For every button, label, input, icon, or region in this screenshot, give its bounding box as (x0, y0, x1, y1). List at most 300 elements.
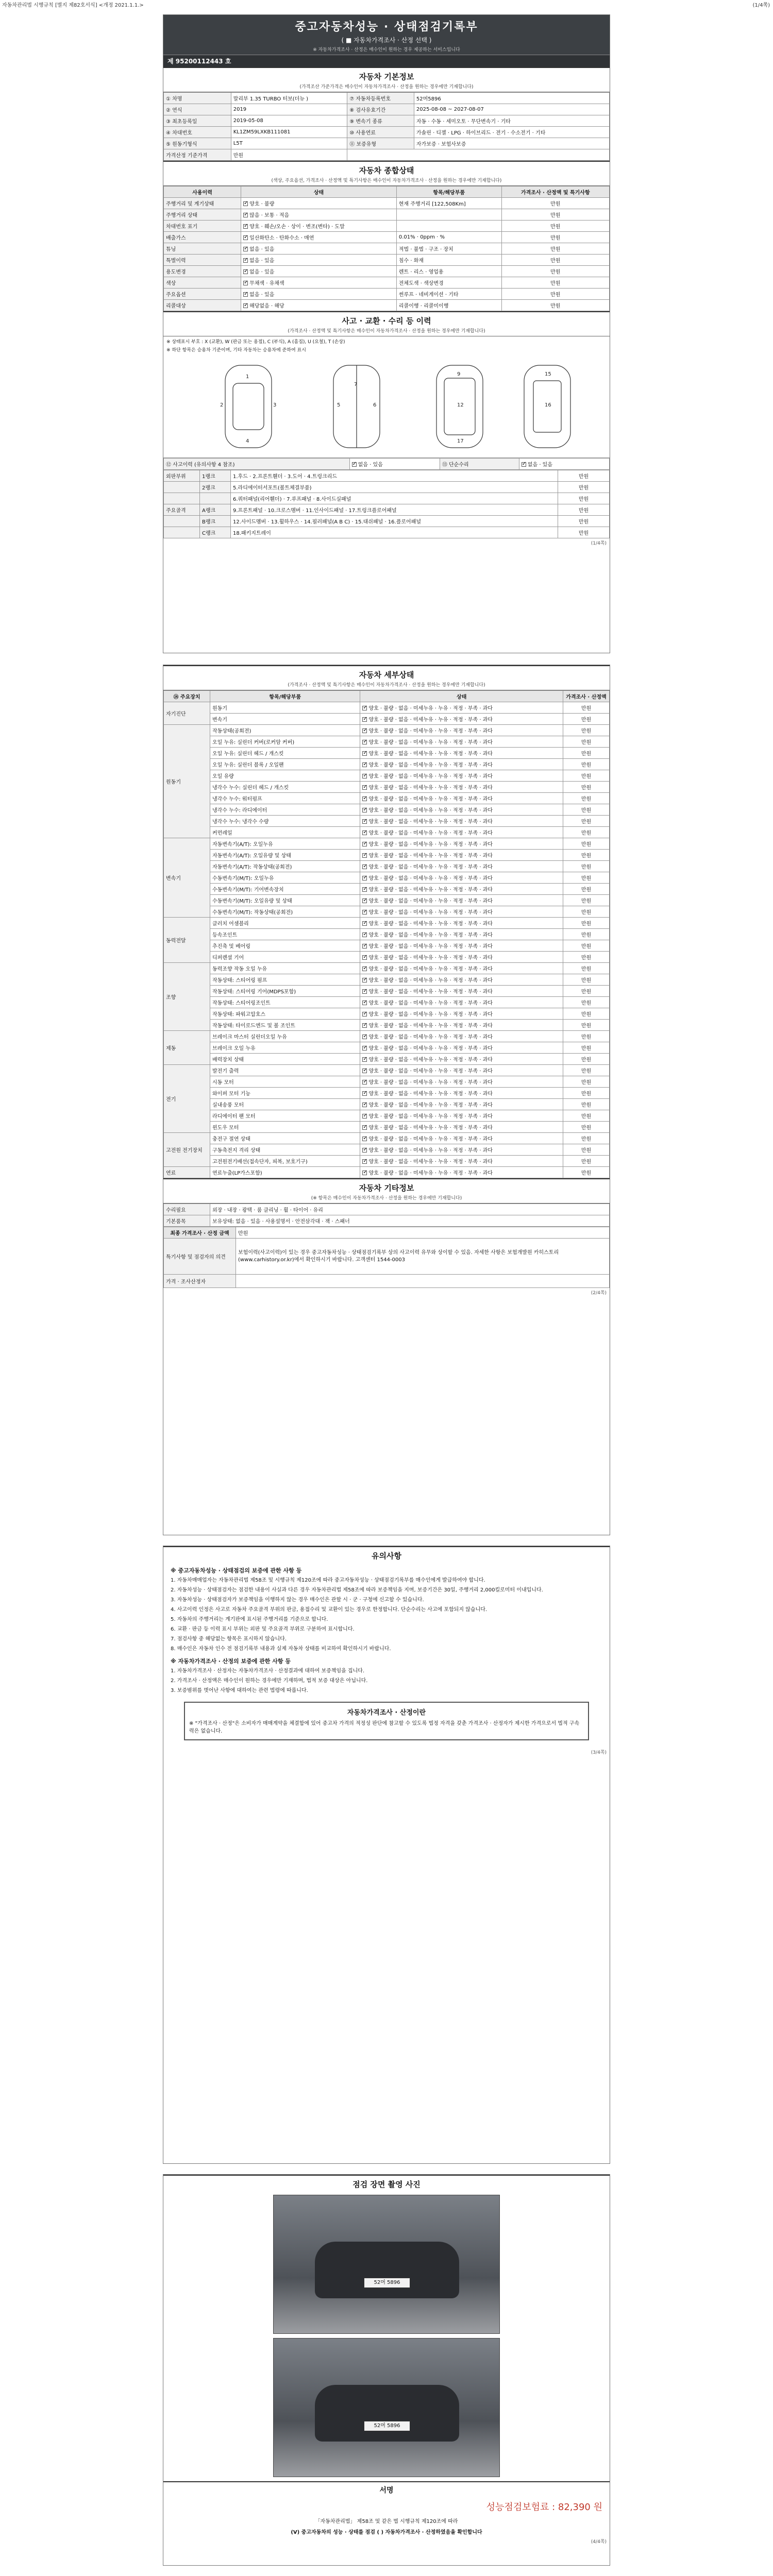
detail-item: 작동상태: 스티어링 펌프 (210, 974, 360, 986)
detail-item: 오일 누유: 실린더 커버(로커암 커버) (210, 736, 360, 748)
accident-part-row (164, 527, 610, 538)
detail-item: 구동축전지 격리 상태 (210, 1144, 360, 1156)
checkbox[interactable] (362, 819, 367, 824)
checkbox[interactable] (362, 1035, 367, 1039)
detail-row (164, 974, 610, 986)
page-4 (163, 2174, 610, 2566)
signature-heading: 서명 (163, 2481, 610, 2498)
summary-price: 만원 (501, 221, 609, 232)
checkbox[interactable] (362, 740, 367, 744)
footer-notice-2: (V) 중고자동차의 성능 · 상태를 점검 ( ) 자동차가격조사 · 산정하였음을 확인합니다 (291, 2530, 482, 2535)
summary-price: 만원 (501, 266, 609, 277)
detail-price: 만원 (563, 838, 610, 850)
detail-state[interactable]: ✓ 양호 · 불량 · 없음 · 미세누유 · 누유 · 적정 · 부족 · 과다 (360, 1167, 563, 1178)
detail-state[interactable]: ✓ 양호 · 불량 · 없음 · 미세누유 · 누유 · 적정 · 부족 · 과다 (360, 1133, 563, 1144)
summary-price: 만원 (501, 198, 609, 209)
detail-row (164, 1076, 610, 1088)
other-info-row (164, 1215, 610, 1227)
page-2 (163, 665, 610, 1535)
detail-price: 만원 (563, 1099, 610, 1110)
detail-item: 냉각수 누수: 실린더 헤드 / 개스킷 (210, 782, 360, 793)
car-outline-diagram (163, 355, 610, 458)
detail-row (164, 714, 610, 725)
other-info-group: 기본품목 (164, 1215, 210, 1227)
accident-rank: A랭크 (200, 504, 231, 516)
summary-state[interactable]: ✓ 많음 · 보통 · 적음 (241, 209, 397, 221)
svg-text:6: 6 (373, 402, 377, 408)
checkbox[interactable] (243, 235, 248, 240)
summary-state[interactable]: ✓ 없음 · 있음 (241, 243, 397, 255)
accident-items: 1.후드 · 2.프론트휀더 · 3.도어 · 4.트렁크리드 (231, 470, 558, 482)
detail-row (164, 1099, 610, 1110)
basic-info-value: L5T (231, 138, 347, 149)
page-mark-2: (2/4쪽) (591, 1291, 607, 1296)
detail-state[interactable]: ✓ 양호 · 불량 · 없음 · 미세누유 · 누유 · 적정 · 부족 · 과다 (360, 838, 563, 850)
checkbox[interactable] (243, 303, 248, 308)
accident-group (164, 482, 200, 493)
detail-group: 고전원 전기장치 (164, 1133, 210, 1167)
detail-state[interactable]: ✓ 양호 · 불량 · 없음 · 미세누유 · 누유 · 적정 · 부족 · 과다 (360, 986, 563, 997)
accident-rank: 1랭크 (200, 470, 231, 482)
summary-state[interactable]: ✓ 해당없음 · 해당 (241, 300, 397, 311)
basic-info-empty (347, 149, 610, 161)
summary-detail (396, 221, 501, 232)
detail-item: 자동변속기(A/T): 작동상태(공회전) (210, 861, 360, 872)
detail-state[interactable]: ✓ 양호 · 불량 · 없음 · 미세누유 · 누유 · 적정 · 부족 · 과다 (360, 736, 563, 748)
basic-info-value-2: 2025-08-08 ~ 2027-08-07 (414, 104, 609, 115)
detail-row (164, 1110, 610, 1122)
detail-row (164, 1065, 610, 1076)
basic-info-value: 2019 (231, 104, 347, 115)
detail-state[interactable]: ✓ 양호 · 불량 · 없음 · 미세누유 · 누유 · 적정 · 부족 · 과다 (360, 748, 563, 759)
summary-price: 만원 (501, 232, 609, 243)
checkbox[interactable] (362, 887, 367, 892)
detail-row (164, 1122, 610, 1133)
detail-state[interactable]: ✓ 양호 · 불량 · 없음 · 미세누유 · 누유 · 적정 · 부족 · 과다 (360, 1054, 563, 1065)
detail-price: 만원 (563, 1156, 610, 1167)
detail-item: 커먼레일 (210, 827, 360, 838)
checkbox[interactable] (362, 728, 367, 733)
checkbox[interactable] (362, 865, 367, 869)
detail-item: 클러치 어셈블리 (210, 918, 360, 929)
detail-row (164, 1020, 610, 1031)
detail-item: 라디에이터 팬 모터 (210, 1110, 360, 1122)
svg-text:2: 2 (220, 402, 224, 408)
other-info-items: 보유상태: 없음 · 있음 · 사용설명서 · 안전삼각대 · 잭 · 스패너 (210, 1215, 610, 1227)
basic-info-value: KL1ZM59LXKB111081 (231, 127, 347, 138)
summary-column-header: 항목/해당부품 (396, 187, 501, 198)
checkbox[interactable] (362, 1069, 367, 1073)
summary-price: 만원 (501, 243, 609, 255)
summary-row (164, 289, 610, 300)
detail-item: 디퍼렌셜 기어 (210, 952, 360, 963)
checkbox[interactable] (362, 989, 367, 994)
detail-state[interactable]: ✓ 양호 · 불량 · 없음 · 미세누유 · 누유 · 적정 · 부족 · 과다 (360, 884, 563, 895)
detail-heading: 자동차 세부상태 (163, 665, 610, 681)
basic-info-value-2: 가솔린 · 디젤 · LPG · 하이브리드 · 전기 · 수소전기 · 기타 (414, 127, 609, 138)
detail-item: 자동변속기(A/T): 오일유량 및 상태 (210, 850, 360, 861)
detail-row (164, 963, 610, 974)
detail-item: 와이퍼 모터 기능 (210, 1088, 360, 1099)
detail-state[interactable]: ✓ 양호 · 불량 · 없음 · 미세누유 · 누유 · 적정 · 부족 · 과다 (360, 974, 563, 986)
checkbox[interactable] (243, 201, 248, 206)
detail-group: 변속기 (164, 838, 210, 918)
checkbox[interactable] (362, 785, 367, 790)
checkbox[interactable] (362, 853, 367, 858)
checkbox[interactable] (362, 1103, 367, 1107)
detail-state[interactable]: ✓ 양호 · 불량 · 없음 · 미세누유 · 누유 · 적정 · 부족 · 과다 (360, 725, 563, 736)
checkbox[interactable] (362, 1137, 367, 1141)
detail-group: 원동기 (164, 725, 210, 838)
checkbox[interactable] (362, 876, 367, 880)
notice-section-1: ※ 중고자동차성능 · 상태점검의 보증에 관한 사항 등 (171, 1567, 302, 1574)
appraisal-definition-text: ※ "가격조사 · 산정"은 소비자가 매매계약을 체결함에 있어 중고차 가격의 적정성 판단에 참고할 수 있도록 법정 자격을 갖춘 가격조사 · 산정자가 제시한 가격으로서 법적 구속력은 없습니다. (189, 1721, 580, 1734)
detail-price: 만원 (563, 906, 610, 918)
simple-repair-value[interactable]: ✓ 없음 · 있음 (519, 459, 609, 470)
detail-item: 오일 누유: 실린더 블록 / 오일팬 (210, 759, 360, 770)
detail-row (164, 804, 610, 816)
checkbox[interactable] (362, 1057, 367, 1062)
summary-detail: 적법 · 불법 · 구조 · 장치 (396, 243, 501, 255)
checkbox[interactable] (243, 258, 248, 263)
summary-column-header: 가격조사 · 산정액 및 특기사항 (501, 187, 609, 198)
checkbox[interactable] (362, 1023, 367, 1028)
svg-text:9: 9 (457, 371, 461, 377)
accident-group (164, 527, 200, 538)
detail-state[interactable]: ✓ 양호 · 불량 · 없음 · 미세누유 · 누유 · 적정 · 부족 · 과다 (360, 827, 563, 838)
checkbox[interactable] (362, 717, 367, 722)
detail-state[interactable]: ✓ 양호 · 불량 · 없음 · 미세누유 · 누유 · 적정 · 부족 · 과다 (360, 1144, 563, 1156)
detail-state[interactable]: ✓ 양호 · 불량 · 없음 · 미세누유 · 누유 · 적정 · 부족 · 과다 (360, 793, 563, 804)
checkbox[interactable] (362, 774, 367, 778)
basic-info-row (164, 93, 610, 104)
svg-text:5: 5 (337, 402, 341, 408)
detail-item: 고전원전기배선(접속단자, 피복, 보호기구) (210, 1156, 360, 1167)
accident-price: 만원 (558, 482, 610, 493)
detail-price: 만원 (563, 702, 610, 714)
accident-part-row (164, 516, 610, 527)
checkbox[interactable] (362, 978, 367, 982)
checkbox[interactable] (362, 967, 367, 971)
detail-state[interactable]: ✓ 양호 · 불량 · 없음 · 미세누유 · 누유 · 적정 · 부족 · 과다 (360, 850, 563, 861)
accident-rank: 2랭크 (200, 482, 231, 493)
detail-state[interactable]: ✓ 양호 · 불량 · 없음 · 미세누유 · 누유 · 적정 · 부족 · 과다 (360, 1110, 563, 1122)
detail-state[interactable]: ✓ 양호 · 불량 · 없음 · 미세누유 · 누유 · 적정 · 부족 · 과다 (360, 918, 563, 929)
summary-state[interactable]: ✓ 없음 · 있음 (241, 289, 397, 300)
detail-price: 만원 (563, 895, 610, 906)
detail-price: 만원 (563, 1122, 610, 1133)
detail-item: 추진축 및 베어링 (210, 940, 360, 952)
form-header (163, 15, 610, 55)
notice-item: 3. 자동차성능 · 상태점검자가 보증책임을 이행하지 않는 경우 매수인은 관할 시 · 군 · 구청에 신고할 수 있습니다. (171, 1597, 424, 1603)
notice-item-2: 2. 가격조사 · 산정액은 매수인이 원하는 경우에만 기재하며, 법적 보증 대상은 아닙니다. (171, 1678, 368, 1684)
accident-items: 9.프론트패널 · 10.크로스멤버 · 11.인사이드패널 · 17.트렁크플로어패널 (231, 504, 558, 516)
detail-item: 수동변속기(M/T): 작동상태(공회전) (210, 906, 360, 918)
summary-state[interactable]: ✓ 양호 · 훼손/오손 · 상이 · 변조(변타) · 도말 (241, 221, 397, 232)
detail-column-header: 상태 (360, 691, 563, 702)
detail-group: 제동 (164, 1031, 210, 1065)
accident-part-row (164, 504, 610, 516)
summary-item: 주요옵션 (164, 289, 241, 300)
detail-row (164, 702, 610, 714)
detail-item: 냉각수 누수: 워터펌프 (210, 793, 360, 804)
detail-price: 만원 (563, 804, 610, 816)
checkbox[interactable] (362, 1046, 367, 1050)
notice-item: 5. 자동차의 주행거리는 계기판에 표시된 주행거리를 기준으로 합니다. (171, 1617, 328, 1622)
other-info-items: 외장 · 내장 · 광택 · 룸 클리닝 · 휠 · 타이어 · 유리 (210, 1204, 610, 1215)
checkbox[interactable] (243, 224, 248, 229)
checkbox[interactable] (362, 1080, 367, 1084)
checkbox[interactable] (362, 1171, 367, 1175)
detail-item: 자동변속기(A/T): 오일누유 (210, 838, 360, 850)
detail-state[interactable]: ✓ 양호 · 불량 · 없음 · 미세누유 · 누유 · 적정 · 부족 · 과다 (360, 997, 563, 1008)
summary-column-header: 사용이력 (164, 187, 241, 198)
summary-state[interactable]: ✓ 무채색 · 유채색 (241, 277, 397, 289)
summary-state[interactable]: ✓ 없음 · 있음 (241, 255, 397, 266)
summary-price: 만원 (501, 277, 609, 289)
checkbox[interactable] (362, 944, 367, 948)
basic-info-key-2: ⑨ 변속기 종류 (347, 115, 414, 127)
checkbox[interactable] (362, 1001, 367, 1005)
basic-info-key-2: ⑦ 자동차등록번호 (347, 93, 414, 104)
checkbox[interactable] (362, 910, 367, 914)
summary-price: 만원 (501, 209, 609, 221)
checkbox[interactable] (362, 1012, 367, 1016)
detail-group: 자기진단 (164, 702, 210, 725)
detail-item: 배력장치 상태 (210, 1054, 360, 1065)
summary-price: 만원 (501, 300, 609, 311)
summary-detail: 현재 주행거리 [122,508Km] (396, 198, 501, 209)
checkbox[interactable] (243, 213, 248, 217)
form-reference: 자동차관리법 시행규칙 [별지 제82호서식] <개정 2021.1.1.> (2, 3, 144, 8)
detail-state[interactable]: ✓ 양호 · 불량 · 없음 · 미세누유 · 누유 · 적정 · 부족 · 과다 (360, 1065, 563, 1076)
detail-price: 만원 (563, 1054, 610, 1065)
detail-state[interactable]: ✓ 양호 · 불량 · 없음 · 미세누유 · 누유 · 적정 · 부족 · 과다 (360, 702, 563, 714)
summary-table (163, 186, 610, 311)
summary-item: 차대번호 표기 (164, 221, 241, 232)
detail-item: 원동기 (210, 702, 360, 714)
summary-row (164, 300, 610, 311)
detail-row (164, 759, 610, 770)
checkbox[interactable] (362, 808, 367, 812)
detail-state[interactable]: ✓ 양호 · 불량 · 없음 · 미세누유 · 누유 · 적정 · 부족 · 과다 (360, 782, 563, 793)
other-info-row (164, 1204, 610, 1215)
detail-row (164, 1144, 610, 1156)
summary-row (164, 277, 610, 289)
page-mark-1: (1/4쪽) (591, 541, 607, 546)
detail-price: 만원 (563, 850, 610, 861)
detail-price: 만원 (563, 1110, 610, 1122)
detail-price: 만원 (563, 736, 610, 748)
detail-row (164, 1054, 610, 1065)
detail-state[interactable]: ✓ 양호 · 불량 · 없음 · 미세누유 · 누유 · 적정 · 부족 · 과다 (360, 1008, 563, 1020)
accident-price: 만원 (558, 516, 610, 527)
detail-state[interactable]: ✓ 양호 · 불량 · 없음 · 미세누유 · 누유 · 적정 · 부족 · 과다 (360, 895, 563, 906)
accident-items: 18.패키지트레이 (231, 527, 558, 538)
detail-state[interactable]: ✓ 양호 · 불량 · 없음 · 미세누유 · 누유 · 적정 · 부족 · 과다 (360, 861, 563, 872)
checkbox[interactable] (362, 706, 367, 710)
detail-state[interactable]: ✓ 양호 · 불량 · 없음 · 미세누유 · 누유 · 적정 · 부족 · 과다 (360, 906, 563, 918)
inspection-photo-front (273, 2195, 500, 2334)
detail-state[interactable]: ✓ 양호 · 불량 · 없음 · 미세누유 · 누유 · 적정 · 부족 · 과다 (360, 963, 563, 974)
basic-info-key: ③ 최초등록일 (164, 115, 231, 127)
checkbox[interactable] (362, 842, 367, 846)
detail-price: 만원 (563, 1008, 610, 1020)
detail-state[interactable]: ✓ 양호 · 불량 · 없음 · 미세누유 · 누유 · 적정 · 부족 · 과다 (360, 804, 563, 816)
detail-price: 만원 (563, 1088, 610, 1099)
notice-body (163, 1566, 610, 1740)
accident-group (164, 516, 200, 527)
notice-section-2: ※ 자동차가격조사 · 산정의 보증에 관한 사항 등 (171, 1658, 291, 1665)
final-price-table (163, 1227, 610, 1288)
other-info-table (163, 1204, 610, 1227)
detail-item: 작동상태: 스티어링 기어(MDPS포함) (210, 986, 360, 997)
checkbox[interactable] (362, 751, 367, 756)
detail-price: 만원 (563, 861, 610, 872)
accident-items: 12.사이드멤버 · 13.휠하우스 · 14.필러패널(A B C) · 15.대쉬패널 · 16.플로어패널 (231, 516, 558, 527)
summary-row (164, 221, 610, 232)
detail-row (164, 1008, 610, 1020)
summary-state[interactable]: ✓ 없음 · 있음 (241, 266, 397, 277)
checkbox[interactable] (362, 933, 367, 937)
car-silhouette-rear (315, 2385, 459, 2442)
accident-items: 5.라디에이터서포트(볼트체결부품) (231, 482, 558, 493)
detail-row (164, 952, 610, 963)
accident-history-value[interactable]: ✓ 없음 · 있음 (349, 459, 440, 470)
checkbox[interactable] (362, 831, 367, 835)
checkbox[interactable] (362, 762, 367, 767)
detail-row (164, 1167, 610, 1178)
detail-state[interactable]: ✓ 양호 · 불량 · 없음 · 미세누유 · 누유 · 적정 · 부족 · 과다 (360, 1031, 563, 1042)
top-band (0, 0, 773, 7)
form-note: ※ 자동차가격조사 · 산정은 매수인이 원하는 경우 제공하는 서비스입니다 (313, 47, 460, 53)
accident-rank (200, 493, 231, 504)
detail-item: 냉각수 누수: 라디에이터 (210, 804, 360, 816)
checkbox[interactable] (362, 899, 367, 903)
detail-row (164, 1156, 610, 1167)
appraisal-definition-box (184, 1702, 589, 1740)
detail-price: 만원 (563, 1133, 610, 1144)
detail-state[interactable]: ✓ 양호 · 불량 · 없음 · 미세누유 · 누유 · 적정 · 부족 · 과다 (360, 940, 563, 952)
basic-info-value: 말리부 1.35 TURBO 터보(더뉴 ) (231, 93, 347, 104)
detail-row (164, 895, 610, 906)
detail-state[interactable]: ✓ 양호 · 불량 · 없음 · 미세누유 · 누유 · 적정 · 부족 · 과다 (360, 714, 563, 725)
detail-state[interactable]: ✓ 양호 · 불량 · 없음 · 미세누유 · 누유 · 적정 · 부족 · 과다 (360, 1076, 563, 1088)
detail-state[interactable]: ✓ 양호 · 불량 · 없음 · 미세누유 · 누유 · 적정 · 부족 · 과다 (360, 1122, 563, 1133)
detail-item: 시동 모터 (210, 1076, 360, 1088)
checkbox[interactable] (362, 955, 367, 960)
summary-state[interactable]: ✓ 양호 · 불량 (241, 198, 397, 209)
basic-info-key: 가격산정 기준가격 (164, 149, 231, 161)
accident-note: (가격조사 · 산정액 및 특기사항은 매수인이 자동차가격조사 · 산정을 원하는 경우에만 기재합니다) (163, 327, 610, 336)
checkbox[interactable] (362, 1114, 367, 1118)
detail-state[interactable]: ✓ 양호 · 불량 · 없음 · 미세누유 · 누유 · 적정 · 부족 · 과다 (360, 1088, 563, 1099)
checkbox[interactable] (243, 247, 248, 251)
detail-price: 만원 (563, 759, 610, 770)
basic-info-value: 2019-05-08 (231, 115, 347, 127)
summary-price: 만원 (501, 289, 609, 300)
detail-row (164, 861, 610, 872)
detail-state[interactable]: ✓ 양호 · 불량 · 없음 · 미세누유 · 누유 · 적정 · 부족 · 과다 (360, 1042, 563, 1054)
detail-item: 오일 누유: 실린더 헤드 / 개스킷 (210, 748, 360, 759)
detail-price: 만원 (563, 974, 610, 986)
detail-price: 만원 (563, 1042, 610, 1054)
basic-info-row (164, 138, 610, 149)
detail-state[interactable]: ✓ 양호 · 불량 · 없음 · 미세누유 · 누유 · 적정 · 부족 · 과다 (360, 759, 563, 770)
checkbox[interactable] (243, 269, 248, 274)
notice-item: 2. 자동차성능 · 상태점검자는 점검한 내용이 사실과 다른 경우 자동차관리법 제58조에 따라 보증책임을 지며, 보증기간은 30일, 주행거리 2,000킬로미터 이내입니다. (171, 1587, 543, 1593)
detail-price: 만원 (563, 872, 610, 884)
checkbox[interactable] (243, 292, 248, 297)
detail-state[interactable]: ✓ 양호 · 불량 · 없음 · 미세누유 · 누유 · 적정 · 부족 · 과다 (360, 770, 563, 782)
detail-state[interactable]: ✓ 양호 · 불량 · 없음 · 미세누유 · 누유 · 적정 · 부족 · 과다 (360, 929, 563, 940)
notice-item: 8. 매수인은 자동차 인수 전 점검기록부 내용과 실제 자동차 상태를 비교하여 확인하시기 바랍니다. (171, 1646, 391, 1652)
form-subtitle: ( ■ 자동차가격조사 · 산정 선택 ) (341, 37, 432, 44)
detail-price: 만원 (563, 1076, 610, 1088)
summary-row (164, 198, 610, 209)
detail-item: 연료누출(LP가스포함) (210, 1167, 360, 1178)
checkbox[interactable] (362, 921, 367, 926)
simple-repair-label: ⑬ 단순수리 (440, 459, 519, 470)
accident-price: 만원 (558, 470, 610, 482)
checkbox[interactable] (362, 1159, 367, 1164)
checkbox[interactable] (362, 1091, 367, 1096)
detail-state[interactable]: ✓ 양호 · 불량 · 없음 · 미세누유 · 누유 · 적정 · 부족 · 과다 (360, 816, 563, 827)
summary-item: 색상 (164, 277, 241, 289)
detail-group: 전기 (164, 1065, 210, 1133)
detail-item: 변속기 (210, 714, 360, 725)
detail-state[interactable]: ✓ 양호 · 불량 · 없음 · 미세누유 · 누유 · 적정 · 부족 · 과다 (360, 952, 563, 963)
summary-row (164, 266, 610, 277)
detail-item: 윈도우 모터 (210, 1122, 360, 1133)
summary-state[interactable]: ✓ 일산화탄소 · 탄화수소 · 매연 (241, 232, 397, 243)
checkbox[interactable] (243, 281, 248, 285)
page-mark-4: (4/4쪽) (591, 2539, 607, 2545)
accident-legend: ※ 상태표시 부호 : X (교환), W (판금 또는 용접), C (부식), A (흠집), U (요철), T (손상) (166, 340, 345, 345)
detail-item: 발전기 출력 (210, 1065, 360, 1076)
car-part-diagram (163, 355, 610, 458)
page-3 (163, 1546, 610, 2164)
insurance-fee-label: 성능점검보험료 : (486, 2502, 556, 2513)
checkbox[interactable] (362, 796, 367, 801)
accident-part-row (164, 493, 610, 504)
summary-item: 리콜대상 (164, 300, 241, 311)
document-number: 제 95200112443 호 (163, 55, 610, 67)
detail-price: 만원 (563, 827, 610, 838)
license-plate: 52머 5896 (364, 2278, 410, 2288)
detail-state[interactable]: ✓ 양호 · 불량 · 없음 · 미세누유 · 누유 · 적정 · 부족 · 과다 (360, 1099, 563, 1110)
detail-state[interactable]: ✓ 양호 · 불량 · 없음 · 미세누유 · 누유 · 적정 · 부족 · 과다 (360, 1020, 563, 1031)
svg-text:3: 3 (273, 402, 277, 408)
summary-item: 주행거리 상태 (164, 209, 241, 221)
detail-state[interactable]: ✓ 양호 · 불량 · 없음 · 미세누유 · 누유 · 적정 · 부족 · 과다 (360, 1156, 563, 1167)
insurance-fee-value: 82,390 원 (558, 2502, 602, 2513)
appraisal-definition-title: 자동차가격조사 · 산정이란 (347, 1709, 426, 1717)
checkbox[interactable] (362, 1125, 367, 1130)
summary-item: 주행거리 및 계기상태 (164, 198, 241, 209)
detail-row (164, 997, 610, 1008)
summary-item: 용도변경 (164, 266, 241, 277)
detail-item: 수동변속기(M/T): 오일누유 (210, 872, 360, 884)
basic-info-row (164, 149, 610, 161)
detail-price: 만원 (563, 1167, 610, 1178)
checkbox[interactable] (362, 1148, 367, 1153)
basic-info-key-2: ⑩ 사용연료 (347, 127, 414, 138)
detail-state[interactable]: ✓ 양호 · 불량 · 없음 · 미세누유 · 누유 · 적정 · 부족 · 과다 (360, 872, 563, 884)
notice-item: 6. 교환 · 판금 등 이력 표시 부위는 외판 및 주요골격 부위로 구분하여 표시합니다. (171, 1626, 355, 1632)
accident-part-row (164, 482, 610, 493)
detail-price: 만원 (563, 714, 610, 725)
